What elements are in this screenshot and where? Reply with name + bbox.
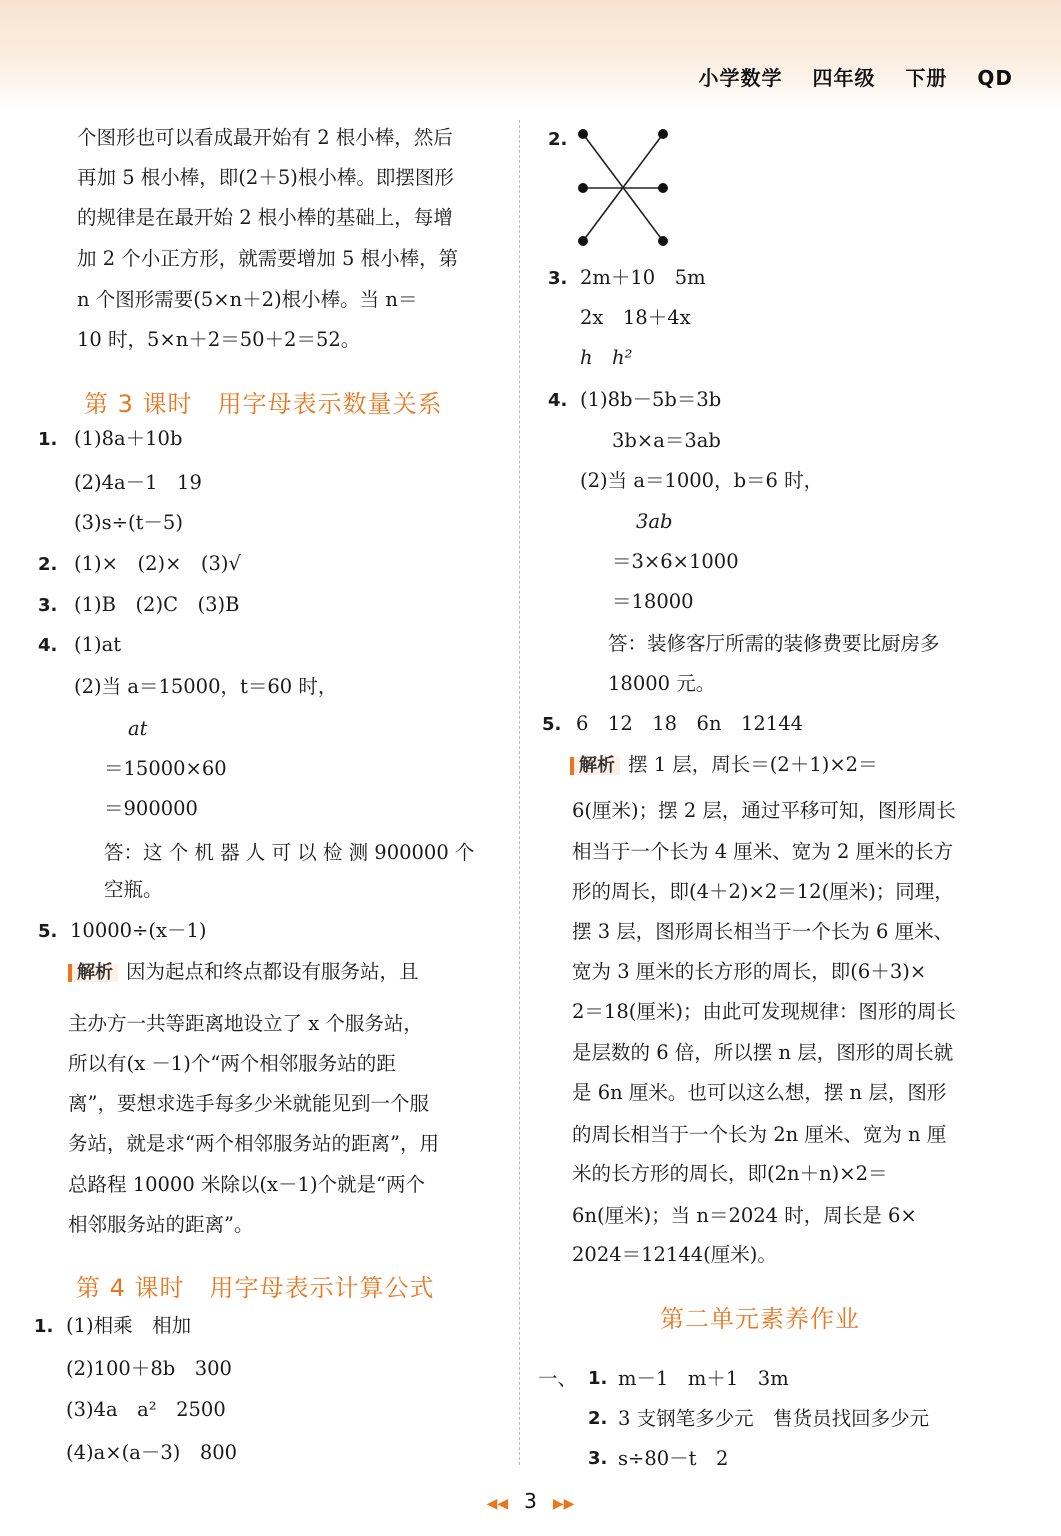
dot	[658, 129, 668, 139]
analysis-line	[68, 962, 419, 982]
answer-line: (2)4a－1 19	[74, 471, 202, 494]
answer-line: (2)100＋8b 300	[66, 1357, 232, 1380]
analysis-line: 6n(厘米)；当 n＝2024 时，周长是 6×	[572, 1204, 917, 1227]
question-number: 5.	[38, 921, 58, 942]
grade-label: 四年级	[812, 66, 876, 90]
intro-line: 加 2 个小正方形，就需要增加 5 根小棒，第	[77, 247, 459, 270]
question-number: 2.	[588, 1408, 608, 1429]
answer-line: 10000÷(x－1)	[70, 919, 207, 942]
question-number: 4.	[548, 390, 568, 411]
analysis-line: 主办方一共等距离地设立了 x 个服务站，	[68, 1012, 423, 1035]
edition-label: QD	[977, 66, 1013, 90]
analysis-line: 相当于一个长为 4 厘米、宽为 2 厘米的长方	[572, 840, 954, 863]
answer-line: 2x 18＋4x	[580, 306, 691, 329]
question-number: 3.	[548, 268, 568, 289]
answer-line: (1)× (2)× (3)√	[74, 552, 241, 575]
answer-line: 18000 元。	[608, 672, 716, 695]
analysis-text: 因为起点和终点都设有服务站，且	[126, 960, 419, 983]
unit-assignment-title: 第二单元素养作业	[660, 1305, 860, 1333]
analysis-line: 形的周长，即(4＋2)×2＝12(厘米)；同理，	[572, 880, 954, 903]
answer-line: h h²	[580, 346, 633, 369]
analysis-line: 2＝18(厘米)；由此可发现规律：图形的周长	[572, 1000, 956, 1023]
question-number: 3.	[588, 1448, 608, 1469]
section-title-lesson3: 第 3 课时 用字母表示数量关系	[84, 390, 443, 418]
answer-line: 2m＋10 5m	[580, 266, 706, 289]
volume-label: 下册	[905, 66, 948, 90]
question-number: 1.	[588, 1368, 608, 1389]
intro-line: 10 时，5×n＋2＝50＋2＝52。	[77, 328, 361, 351]
answer-line: ＝900000	[104, 797, 198, 820]
answer-line: s÷80－t 2	[618, 1447, 729, 1470]
analysis-line	[570, 755, 878, 775]
previous-page-icon[interactable]: ◀◀	[486, 1496, 509, 1512]
answer-line: 3 支钢笔多少元 售货员找回多少元	[618, 1407, 930, 1430]
answer-line: (3)s÷(t－5)	[74, 511, 183, 534]
answer-line: ＝18000	[612, 590, 694, 613]
analysis-tag: 解析	[570, 757, 620, 775]
answer-line: at	[128, 717, 148, 740]
answer-line: m－1 m＋1 3m	[618, 1367, 789, 1390]
analysis-text: 摆 1 层，周长＝(2＋1)×2＝	[628, 753, 878, 776]
dot	[658, 236, 668, 246]
analysis-line: 务站，就是求“两个相邻服务站的距离”，用	[68, 1132, 439, 1155]
answer-line: (3)4a a² 2500	[66, 1398, 226, 1421]
dot	[578, 129, 588, 139]
column-divider	[519, 120, 520, 1465]
analysis-line: 2024＝12144(厘米)。	[572, 1243, 777, 1266]
book-header	[676, 62, 1013, 91]
dot	[578, 236, 588, 246]
question-number: 1.	[38, 429, 58, 450]
next-page-icon[interactable]: ▶▶	[552, 1496, 575, 1512]
page-number: 3	[524, 1489, 537, 1513]
question-number: 2.	[548, 129, 568, 150]
intro-line: 再加 5 根小棒，即(2＋5)根小棒。即摆图形	[77, 166, 454, 189]
subject-label: 小学数学	[698, 66, 783, 90]
section-title-lesson4: 第 4 课时 用字母表示计算公式	[76, 1274, 435, 1302]
answer-line: (2)当 a＝15000，t＝60 时，	[74, 675, 338, 698]
answer-line: ＝15000×60	[104, 757, 227, 780]
answer-line: (1)8b－5b＝3b	[580, 388, 722, 411]
answer-line: 3ab	[636, 510, 673, 533]
intro-line: 个图形也可以看成最开始有 2 根小棒，然后	[77, 126, 453, 149]
answer-line: (4)a×(a－3) 800	[66, 1441, 238, 1464]
analysis-line: 是层数的 6 倍，所以摆 n 层，图形的周长就	[572, 1041, 954, 1064]
analysis-tag: 解析	[68, 964, 118, 982]
analysis-line: 米的长方形的周长，即(2n＋n)×2＝	[572, 1162, 888, 1185]
question-number: 1.	[34, 1316, 54, 1337]
analysis-line: 相邻服务站的距离”。	[68, 1213, 254, 1236]
analysis-line: 宽为 3 厘米的长方形的周长，即(6＋3)×	[572, 960, 927, 983]
header-band	[0, 0, 1061, 112]
analysis-line: 的周长相当于一个长为 2n 厘米、宽为 n 厘	[572, 1123, 947, 1146]
answer-line: 6 12 18 6n 12144	[576, 712, 804, 735]
answer-line: 3b×a＝3ab	[612, 429, 721, 452]
question-number: 5.	[542, 714, 562, 735]
answer-line: (1)at	[74, 633, 122, 656]
dot	[658, 183, 668, 193]
answer-line: 答：装修客厅所需的装修费要比厨房多	[608, 632, 940, 655]
analysis-line: 6(厘米)；摆 2 层，通过平移可知，图形周长	[572, 799, 956, 822]
analysis-line: 摆 3 层，图形周长相当于一个长为 6 厘米、	[572, 920, 954, 943]
analysis-line: 离”，要想求选手每多少米就能见到一个服	[68, 1092, 429, 1115]
analysis-line: 总路程 10000 米除以(x－1)个就是“两个	[68, 1173, 426, 1196]
dot	[578, 183, 588, 193]
part-number: 一、	[538, 1367, 578, 1390]
answer-line: (1)相乘 相加	[66, 1314, 192, 1337]
answer-line: (2)当 a＝1000，b＝6 时，	[580, 469, 824, 492]
intro-line: n 个图形需要(5×n＋2)根小棒。当 n＝	[77, 288, 418, 311]
crossed-lines-diagram	[575, 122, 675, 252]
question-number: 2.	[38, 554, 58, 575]
answer-line: 答：这 个 机 器 人 可 以 检 测 900000 个	[104, 841, 475, 864]
intro-line: 的规律是在最开始 2 根小棒的基础上，每增	[77, 206, 453, 229]
analysis-line: 所以有(x －1)个“两个相邻服务站的距	[68, 1052, 396, 1075]
answer-line: (1)8a＋10b	[74, 427, 183, 450]
question-number: 4.	[38, 635, 58, 656]
answer-line: ＝3×6×1000	[612, 550, 739, 573]
answer-line: (1)B (2)C (3)B	[74, 593, 240, 616]
question-number: 3.	[38, 595, 58, 616]
answer-line: 空瓶。	[104, 878, 163, 901]
page-footer	[0, 1489, 1061, 1513]
analysis-line: 是 6n 厘米。也可以这么想，摆 n 层，图形	[572, 1081, 947, 1104]
